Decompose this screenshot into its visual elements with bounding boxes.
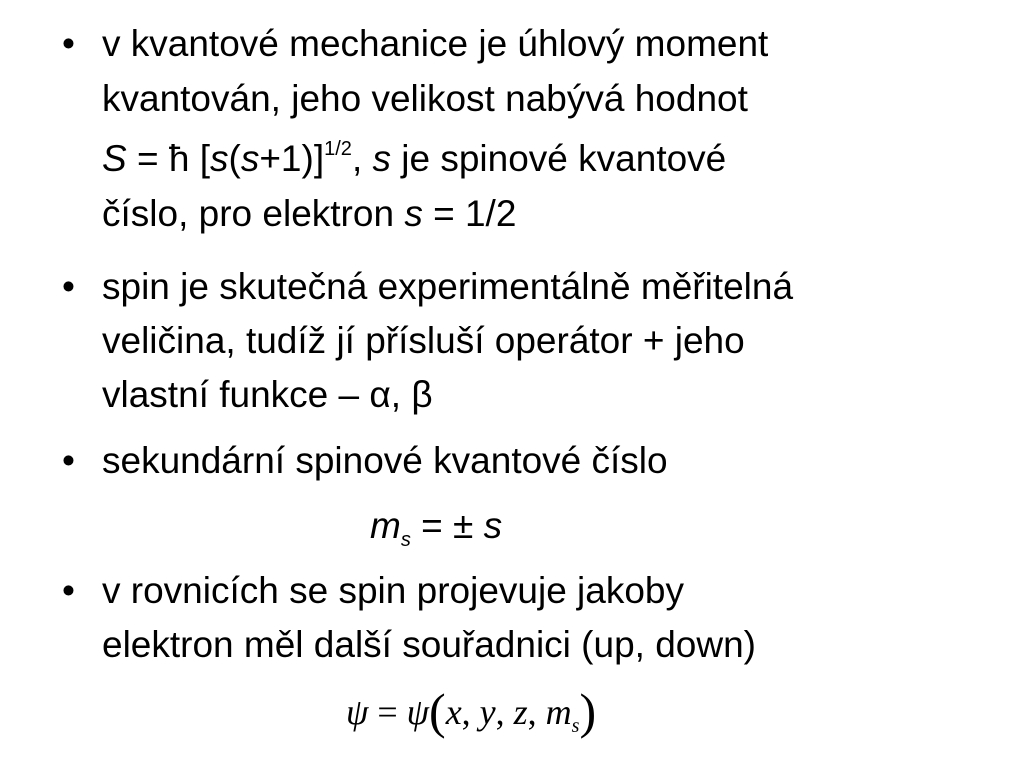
bullet-4-marker: • bbox=[62, 570, 75, 611]
formula-s1: s bbox=[210, 138, 229, 179]
bullet-4-line-1: v rovnicích se spin projevuje jakoby bbox=[102, 570, 685, 611]
bullet-1-line-4 bbox=[102, 195, 516, 232]
formula-S: S bbox=[102, 138, 127, 179]
ms-formula bbox=[370, 505, 503, 551]
bullet-2-marker: • bbox=[62, 266, 75, 307]
formula-comma: , bbox=[351, 138, 373, 179]
ms-s: s bbox=[483, 505, 503, 546]
spin-magnitude-formula bbox=[102, 140, 726, 177]
line-4-s: s bbox=[404, 193, 423, 234]
ms-subscript: s bbox=[400, 529, 411, 551]
psi-comma-1: , bbox=[461, 692, 480, 732]
psi-x: x bbox=[445, 692, 462, 732]
bullet-2-line-3: vlastní funkce – α, β bbox=[102, 374, 433, 415]
bullet-2-line-2: veličina, tudíž jí přísluší operátor + jeho bbox=[102, 320, 745, 361]
psi-right-paren: ) bbox=[579, 683, 597, 739]
ms-eq-pm: = ± bbox=[410, 505, 484, 546]
psi-comma-2: , bbox=[495, 692, 514, 732]
bullet-1-line-2: kvantován, jeho velikost nabývá hodnot bbox=[102, 78, 748, 119]
formula-paren: ( bbox=[228, 138, 241, 179]
psi-z: z bbox=[513, 692, 528, 732]
bullet-3-line-1: sekundární spinové kvantové číslo bbox=[102, 440, 668, 481]
wavefunction-formula bbox=[346, 683, 597, 739]
bullet-4-line-2: elektron měl další souřadnici (up, down) bbox=[102, 624, 756, 665]
formula-s3: s bbox=[372, 138, 391, 179]
psi-sub-s: s bbox=[571, 715, 580, 737]
formula-exponent: 1/2 bbox=[324, 138, 352, 160]
formula-rest-text: je spinové kvantové bbox=[391, 138, 727, 179]
psi-rhs: ψ bbox=[406, 692, 430, 732]
psi-equals: = bbox=[368, 692, 407, 732]
bullet-2-line-1: spin je skutečná experimentálně měřitelná bbox=[102, 266, 794, 307]
line-4-text: číslo, pro elektron bbox=[102, 193, 405, 234]
formula-eq-hbar: = ħ [ bbox=[126, 138, 210, 179]
bullet-1-line-1: v kvantové mechanice je úhlový moment bbox=[102, 23, 769, 64]
bullet-1-marker: • bbox=[62, 23, 75, 64]
psi-lhs: ψ bbox=[346, 692, 369, 732]
formula-plus-one: +1)] bbox=[259, 138, 325, 179]
psi-y: y bbox=[479, 692, 496, 732]
bullet-3-marker: • bbox=[62, 440, 75, 481]
psi-comma-3: , bbox=[527, 692, 546, 732]
formula-s2: s bbox=[240, 138, 260, 179]
psi-m: m bbox=[545, 692, 572, 732]
psi-left-paren: ( bbox=[429, 683, 446, 739]
ms-m: m bbox=[370, 505, 401, 546]
line-4-value: = 1/2 bbox=[422, 193, 517, 234]
